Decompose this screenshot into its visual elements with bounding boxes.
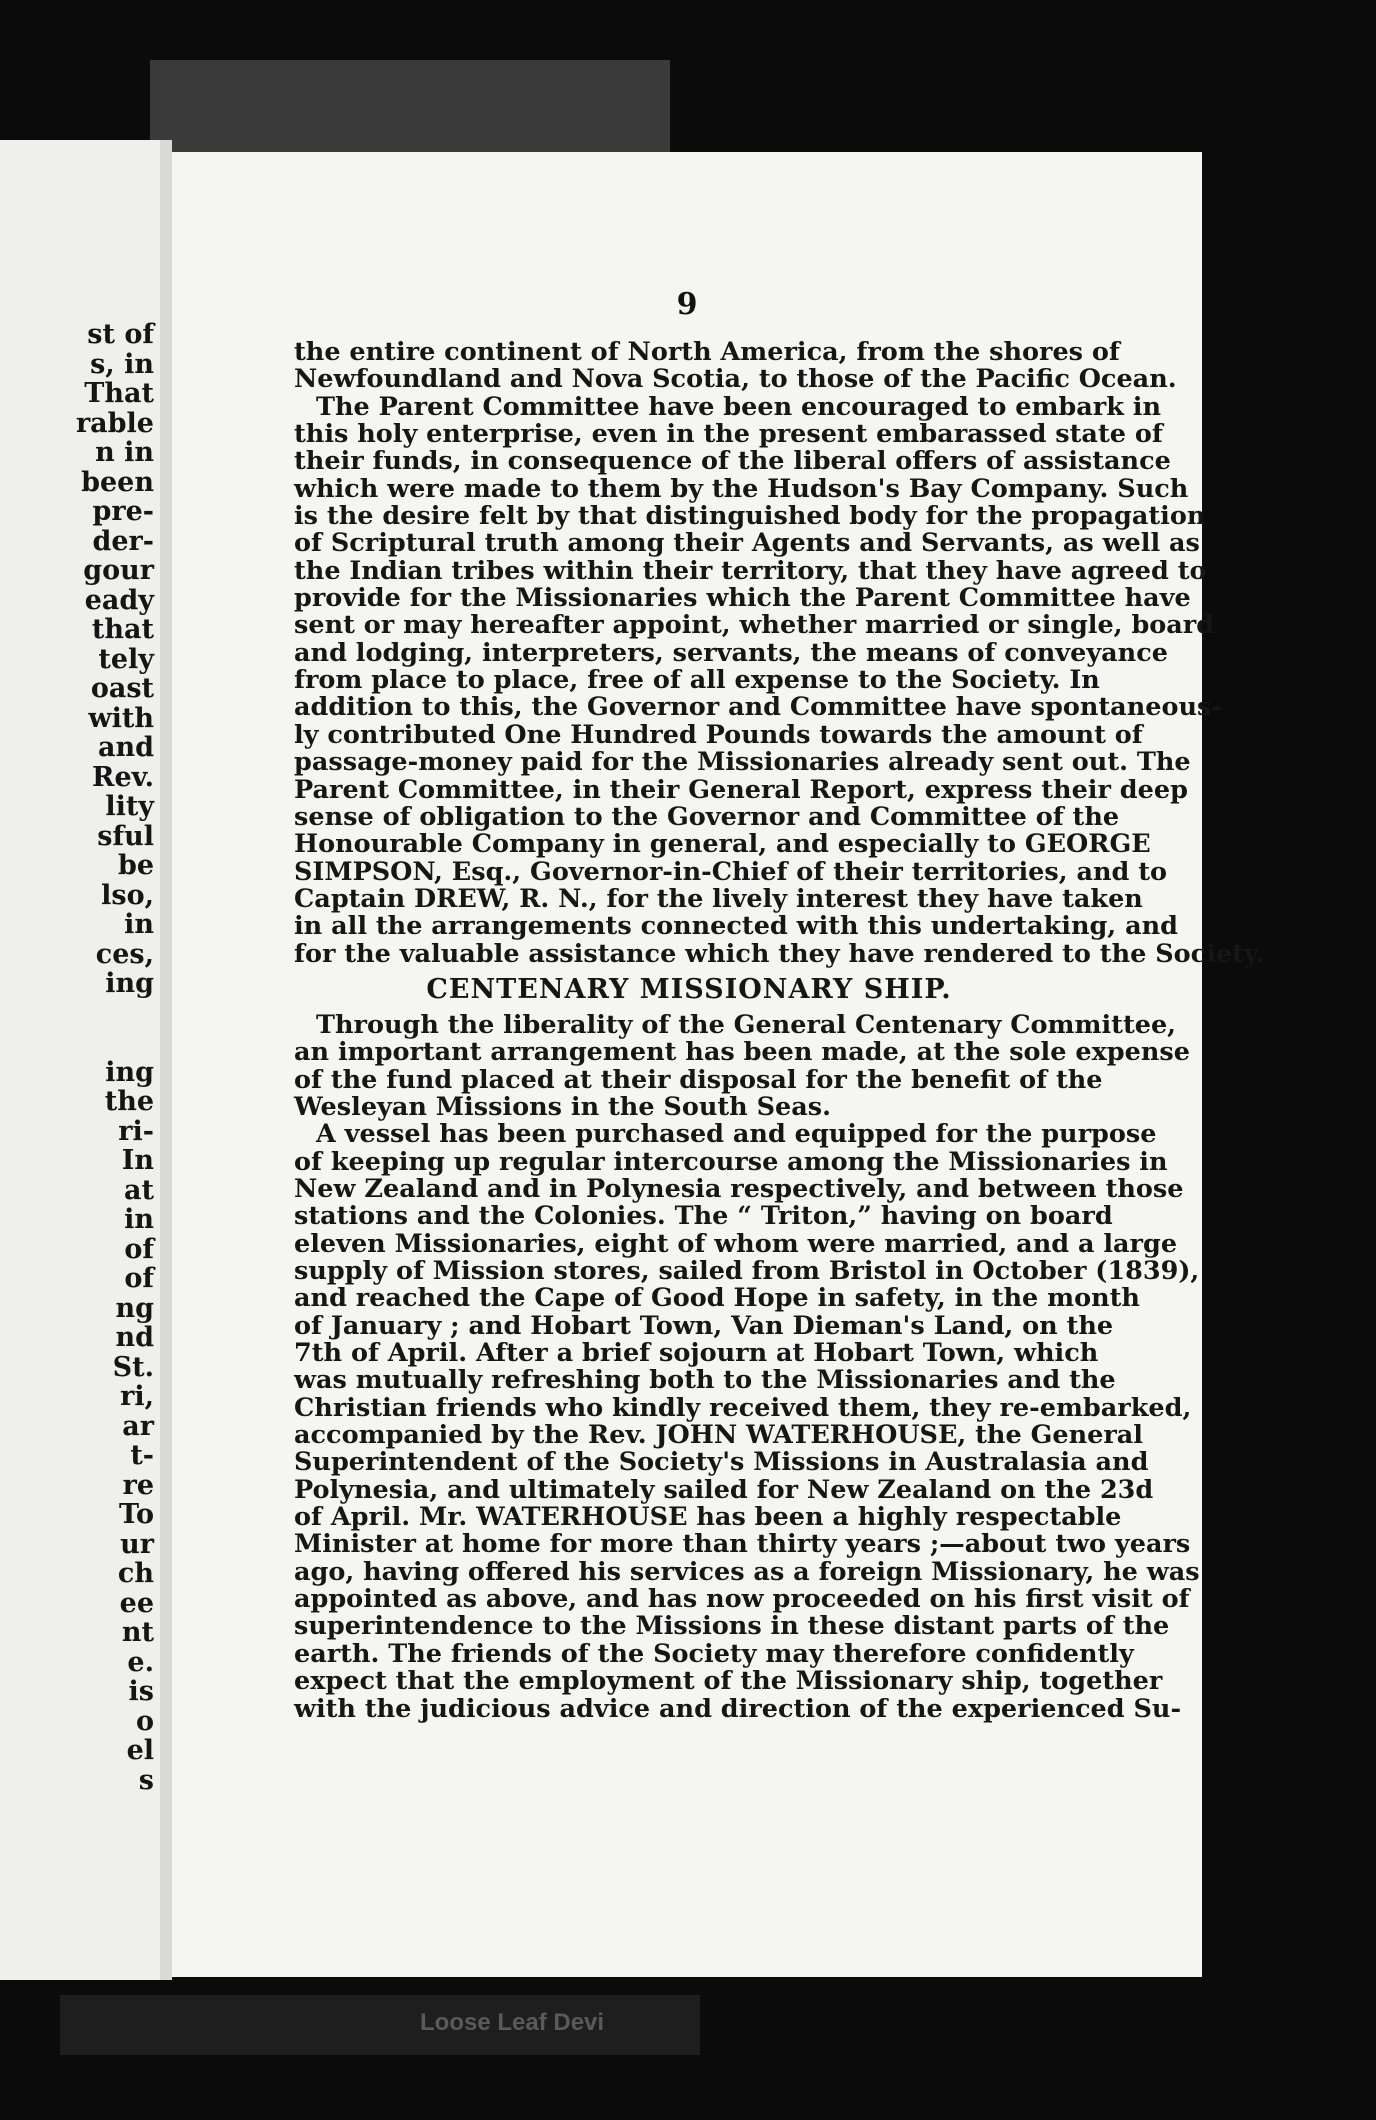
text-line: Parent Committee, in their General Report, express their deep xyxy=(294,774,1188,805)
fragment-line: nd xyxy=(115,1322,154,1353)
fragment-line: sful xyxy=(97,820,154,852)
text-line: ly contributed One Hundred Pounds towards the amount of xyxy=(294,719,1143,750)
text-line: The Parent Committee have been encouraged to embark in xyxy=(316,391,1161,422)
page-number: 9 xyxy=(676,287,698,322)
adjacent-page-fragment xyxy=(0,140,160,1980)
fragment-line: ch xyxy=(117,1558,154,1589)
paragraph-parent-committee xyxy=(294,391,1265,969)
fragment-line: St. xyxy=(112,1351,154,1383)
text-line: SIMPSON, Esq., Governor-in-Chief of their territories, and to xyxy=(294,856,1168,887)
fragment-line: the xyxy=(104,1086,154,1117)
paragraph-vessel xyxy=(294,1119,1200,1724)
fragment-line: oast xyxy=(90,673,154,704)
fragment-line: Rev. xyxy=(92,761,154,793)
text-line: Polynesia, and ultimately sailed for New Zealand on the 23d xyxy=(294,1474,1154,1505)
document-page xyxy=(172,152,1265,1977)
page-text xyxy=(294,337,1265,1724)
fragment-line: st of xyxy=(87,319,154,350)
fragment-line: ing xyxy=(105,1056,154,1088)
text-line: of Scriptural truth among their Agents and Servants, as well as xyxy=(294,528,1200,559)
fragment-line: ri- xyxy=(118,1115,154,1147)
text-line: passage-money paid for the Missionaries already sent out. The xyxy=(294,747,1191,778)
text-line: New Zealand and in Polynesia respectively, and between those xyxy=(294,1173,1184,1204)
text-line: sent or may hereafter appoint, whether married or single, board xyxy=(294,610,1215,641)
text-line: of the fund placed at their disposal for the benefit of the xyxy=(294,1064,1103,1095)
fragment-line: e. xyxy=(127,1646,154,1678)
text-line: which were made to them by the Hudson's Bay Company. Such xyxy=(294,473,1189,504)
text-line: from place to place, free of all expense to the Society. In xyxy=(294,665,1100,696)
text-line: accompanied by the Rev. JOHN WATERHOUSE, the General xyxy=(294,1420,1143,1451)
text-line: in all the arrangements connected with this undertaking, and xyxy=(294,911,1178,942)
fragment-line: In xyxy=(121,1145,154,1176)
fragment-line: s, in xyxy=(90,348,154,380)
fragment-line: in xyxy=(124,909,154,940)
text-line: for the valuable assistance which they have rendered to the Society. xyxy=(294,938,1265,969)
text-line: and reached the Cape of Good Hope in safety, in the month xyxy=(294,1283,1140,1314)
text-line: stations and the Colonies. The “ Triton,” having on board xyxy=(294,1201,1113,1232)
fragment-line: n in xyxy=(95,437,154,468)
text-line: provide for the Missionaries which the Parent Committee have xyxy=(294,583,1191,614)
fragment-line: ri, xyxy=(120,1381,154,1412)
fragment-line: ar xyxy=(122,1410,154,1442)
text-line: Honourable Company in general, and especially to GEORGE xyxy=(294,829,1151,860)
fragment-line: pre- xyxy=(92,496,154,527)
text-line: sense of obligation to the Governor and Committee of the xyxy=(294,801,1120,832)
fragment-line: ee xyxy=(119,1587,154,1619)
text-line: the Indian tribes within their territory, that they have agreed to xyxy=(294,555,1207,586)
fragment-line: at xyxy=(124,1174,154,1206)
text-line: and lodging, interpreters, servants, the means of conveyance xyxy=(294,637,1168,668)
text-line: is the desire felt by that distinguished body for the propagation xyxy=(294,501,1206,532)
text-line: 7th of April. After a brief sojourn at Hobart Town, which xyxy=(294,1338,1099,1369)
fragment-line: That xyxy=(84,378,154,409)
fragment-line: el xyxy=(126,1735,154,1766)
fragment-line: of xyxy=(124,1263,154,1294)
text-line: earth. The friends of the Society may therefore confidently xyxy=(294,1638,1134,1669)
text-line: of keeping up regular intercourse among the Missionaries in xyxy=(294,1146,1168,1177)
paragraph-centenary-committee xyxy=(294,1009,1190,1122)
text-line: Through the liberality of the General Centenary Committee, xyxy=(316,1009,1177,1040)
text-line: A vessel has been purchased and equipped for the purpose xyxy=(316,1119,1157,1150)
text-line: with the judicious advice and direction of the experienced Su- xyxy=(294,1693,1182,1724)
text-line: addition to this, the Governor and Committee have spontaneous- xyxy=(294,692,1222,723)
fragment-line: ces, xyxy=(95,938,154,970)
text-line: this holy enterprise, even in the present embarassed state of xyxy=(294,419,1163,450)
page-gutter xyxy=(160,140,172,1980)
section-heading: CENTENARY MISSIONARY SHIP. xyxy=(426,973,952,1005)
text-line: was mutually refreshing both to the Missionaries and the xyxy=(294,1365,1116,1396)
text-line: Newfoundland and Nova Scotia, to those of the Pacific Ocean. xyxy=(294,364,1177,395)
text-line: their funds, in consequence of the liberal offers of assistance xyxy=(294,446,1171,477)
text-line: eleven Missionaries, eight of whom were married, and a large xyxy=(294,1228,1178,1259)
text-line: Wesleyan Missions in the South Seas. xyxy=(294,1091,831,1122)
bottom-binding-strip xyxy=(60,1995,700,2055)
fragment-line: lity xyxy=(105,791,154,822)
text-line: supply of Mission stores, sailed from Bristol in October (1839), xyxy=(294,1256,1200,1286)
fragment-line: tely xyxy=(98,643,154,675)
fragment-line: der- xyxy=(92,525,154,557)
text-line: an important arrangement has been made, at the sole expense xyxy=(294,1037,1190,1068)
fragment-line: gour xyxy=(83,555,154,586)
text-line: expect that the employment of the Missionary ship, together xyxy=(294,1666,1163,1697)
fragment-line: rable xyxy=(75,407,154,439)
fragment-line: with xyxy=(88,702,154,734)
fragment-line: To xyxy=(118,1499,154,1530)
text-line: of January ; and Hobart Town, Van Dieman's Land, on the xyxy=(294,1310,1114,1341)
fragment-line: eady xyxy=(84,584,154,616)
text-line: ago, having offered his services as a foreign Missionary, he was xyxy=(294,1556,1200,1587)
paragraph-continent xyxy=(294,337,1177,395)
fragment-line: o xyxy=(135,1705,154,1737)
fragment-line: lso, xyxy=(101,879,154,911)
fragment-line: that xyxy=(91,614,154,645)
text-line: appointed as above, and has now proceeded on his first visit of xyxy=(294,1584,1190,1615)
fragment-line: re xyxy=(122,1469,154,1501)
text-line: the entire continent of North America, from the shores of xyxy=(294,337,1120,367)
fragment-line: ing xyxy=(105,968,154,999)
text-line: Captain DREW, R. N., for the lively interest they have taken xyxy=(294,883,1143,914)
fragment-line: ur xyxy=(120,1528,154,1560)
text-line: of April. Mr. WATERHOUSE has been a highly respectable xyxy=(294,1502,1122,1533)
fragment-line: t- xyxy=(130,1440,154,1471)
text-line: Christian friends who kindly received them, they re-embarked, xyxy=(294,1392,1192,1423)
fragment-line: ng xyxy=(115,1292,154,1324)
fragment-line: s xyxy=(138,1764,154,1796)
fragment-line: been xyxy=(81,466,154,498)
fragment-line: of xyxy=(124,1233,154,1265)
fragment-line: and xyxy=(97,732,154,763)
fragment-line: be xyxy=(117,850,154,881)
fragment-line: in xyxy=(124,1204,154,1235)
fragment-line: is xyxy=(128,1676,154,1707)
text-line: Minister at home for more than thirty years ;—about two years xyxy=(294,1529,1191,1560)
text-line: superintendence to the Missions in these distant parts of the xyxy=(294,1611,1170,1642)
text-line: Superintendent of the Society's Missions in Australasia and xyxy=(294,1447,1149,1478)
binding-stamp: Loose Leaf Devi xyxy=(420,2009,605,2036)
fragment-line: nt xyxy=(121,1617,154,1648)
